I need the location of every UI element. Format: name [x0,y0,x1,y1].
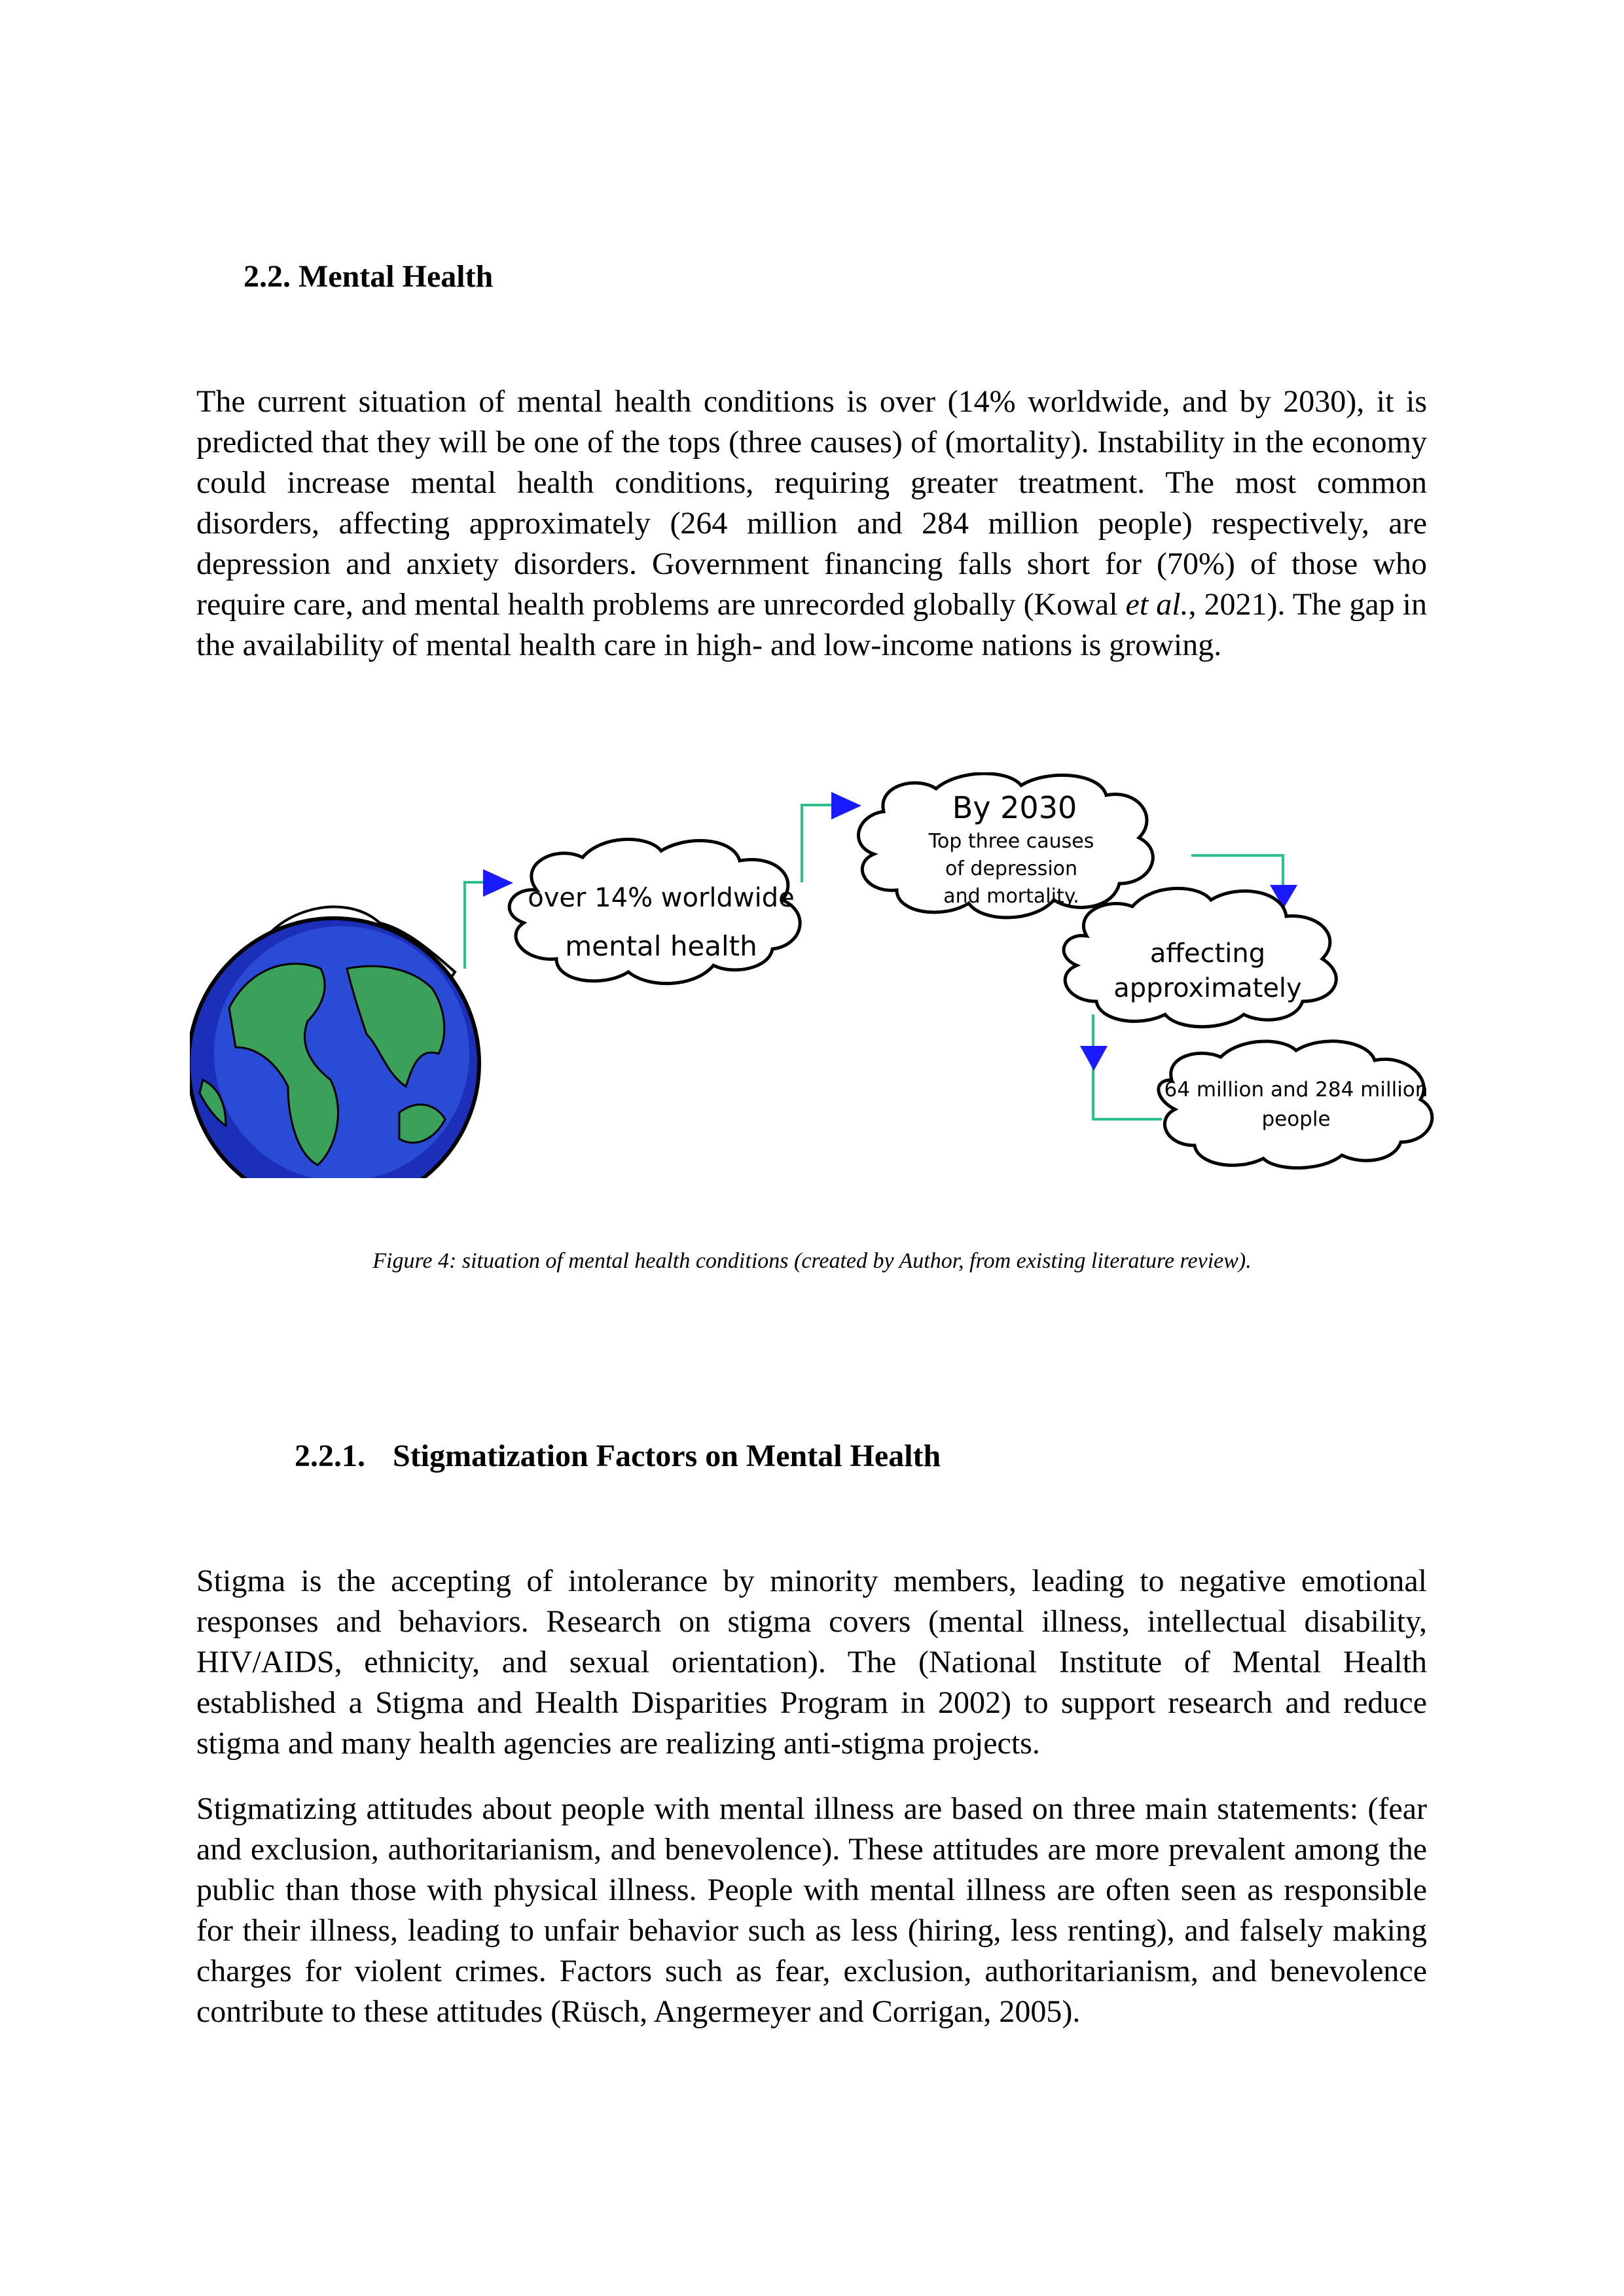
connector-cloud2-cloud3 [1191,855,1283,885]
connector-globe-cloud1 [465,882,491,969]
arrow-right-icon [483,869,513,897]
cloud-affecting [1064,888,1336,1026]
cloud-2030-line3: and mortality. [943,885,1079,908]
cloud-affecting-line1: affecting [1149,939,1266,969]
arrow-down-icon [1080,1046,1108,1071]
subsection-number: 2.2.1. [295,1439,365,1473]
connector-cloud1-cloud2 [802,805,844,882]
cloud-by-2030 [858,774,1153,918]
paragraph-stigma: Stigma is the accepting of intolerance by minority members, leading to negative emotional responses and behaviors. Research on stigma covers (mental illness, intellectual disability, HIV/AIDS, ethnicity, and sexual orientation). The (National Institute of Mental Health established a Stigma and Health Disparities Program in 2002) to support research and reduce stigma and many health agencies are realizing anti-stigma projects. [196,1564,1427,1761]
citation-et-al: et al. [1125,587,1189,622]
cloud-million-line1: 64 million and 284 million [1164,1078,1428,1102]
paragraph-mental-health [196,382,1427,666]
cloud-2030-line1: Top three causes [928,830,1094,853]
cloud-worldwide-line1: over 14% worldwide [528,883,795,913]
cloud-affecting-line2: approximately [1113,973,1302,1003]
paragraph-stigmatizing-attitudes: Stigmatizing attitudes about people with mental illness are based on three main statements: (fear and exclusion, authoritarianism, and benevolence). These attitudes are more prevalent among the public than those with physical illness. People with mental illness are often seen as responsible for their illness, leading to unfair behavior such as less (hiring, less renting), and falsely making charges for violent crimes. Factors such as fear, exclusion, authoritarianism, and benevolence contribute to these attitudes (Rüsch, Angermeyer and Corrigan, 2005). [196,1791,1427,2029]
connector-cloud3-cloud4 [1093,1014,1162,1119]
cloud-worldwide [509,839,800,983]
cloud-worldwide-line2: mental health [565,930,757,962]
figure-caption: Figure 4: situation of mental health conditions (created by Author, from existing literature review). [372,1249,1252,1273]
section-heading: 2.2. Mental Health [244,259,494,294]
paragraph-text-end: , 2021). The gap in the availability of mental health care in high- and low-income nations is growing. [196,587,1427,662]
subsection-title: Stigmatization Factors on Mental Health [393,1439,941,1473]
cloud-2030-line2: of depression [945,857,1078,880]
subsection-heading [295,1437,941,1476]
cloud-2030-title: By 2030 [952,790,1077,825]
cloud-million-line2: people [1261,1107,1331,1131]
globe-icon [190,907,479,1178]
figure-diagram [190,772,1447,1178]
arrow-right-icon [831,792,861,819]
figure-4 [190,772,1447,1178]
paragraph-text: The current situation of mental health conditions is over (14% worldwide, and by 2030), it is predicted that they will be one of the tops (three causes) of (mortality). Instability in the economy could increase mental health conditions, requiring greater treatment. The most common disorders, affecting approximately (264 million and 284 million people) respectively, are depression and anxiety disorders. Government financing falls short for (70%) of those who require care, and mental health problems are unrecorded globally (Kowal [196,384,1427,622]
cloud-million-people [1159,1041,1432,1168]
